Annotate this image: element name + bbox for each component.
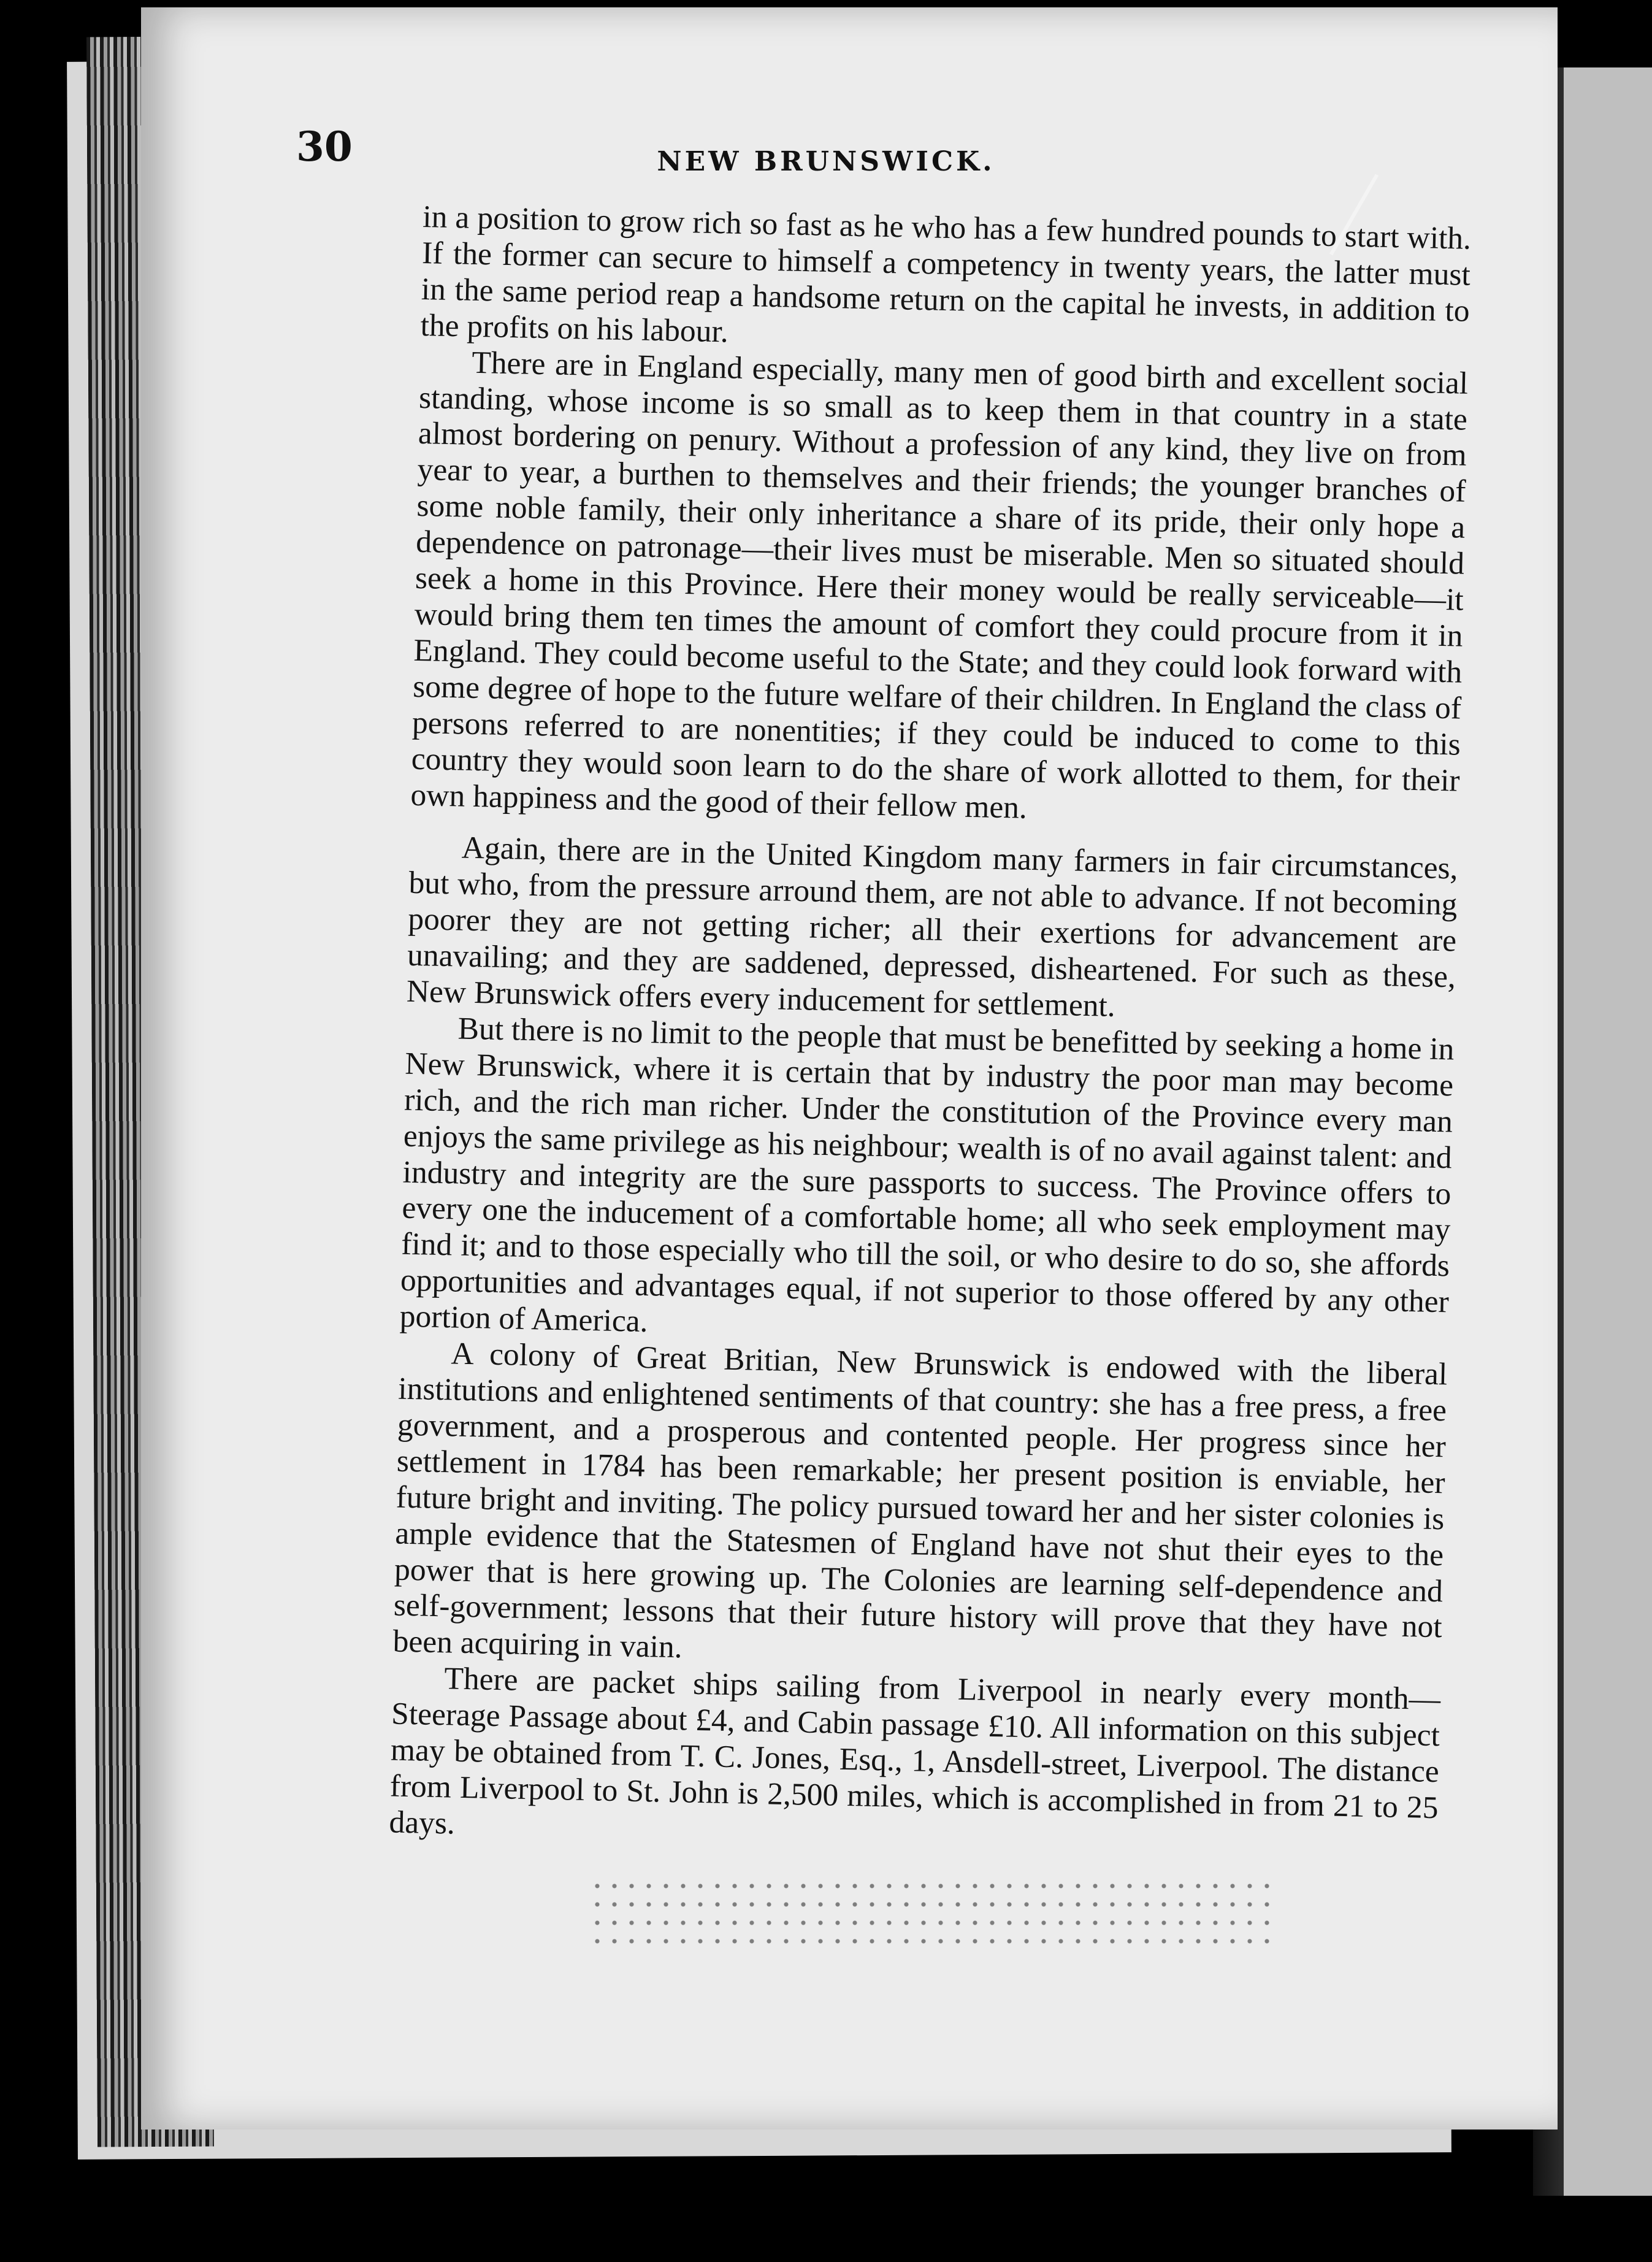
ink-bleed-dots	[589, 1877, 1275, 1950]
page-number: 30	[296, 123, 353, 171]
paragraph: A colony of Great Britian, New Brunswick is endowed with the liberal institutions and enlightened sentiments of that country: she has a free press, a free government, and a prosperous and contented people. Her progress since her settlement in 1784 has been remarkable; her present position is enviable, her future bright and inviting. The policy pursued toward her and her sister colonies is ample evidence that the Statesmen of England have not shut their eyes to the power that is here growing up. The Colonies are learning self-dependence and self-government; lessons that their future history will prove that they have not been acquiring in vain.	[392, 1336, 1448, 1665]
paragraph: There are packet ships sailing from Liverpool in nearly every month—Steerage Passage about £4, and Cabin passage £10. All information on this subject may be obtained from T. C. Jones, Esq., 1, Ansdell-street, Liverpool. The distance from Liverpool to St. John is 2,500 miles, which is accomplished in from 21 to 25 days.	[388, 1661, 1441, 1841]
running-head: NEW BRUNSWICK.	[657, 146, 995, 177]
paragraph: Again, there are in the United Kingdom many farmers in fair circumstances, but who, from the pressure arround them, are not able to advance. If not becoming poorer they are not getting richer; all their exertions for advancement are unavailing; and they are saddened, depressed, disheartened. For such as these, New Brunswick offers every inducement for settlement.	[406, 830, 1459, 1024]
facing-page-edge	[1564, 67, 1652, 2196]
paragraph: But there is no limit to the people that must be benefitted by seeking a home in New Brunswick, where it is certain that by industry the poor man may become rich, and the rich man richer. Under the constitution of the Province every man enjoys the same privilege as his neighbour; wealth is of no avail against talent: and industry and integrity are the sure passports to success. The Province offers to every one the inducement of a comfortable home; all who seek employment may find it; and to those especially who till the soil, or who desire to do so, she affords opportunities and advantages equal, if not superior to those offered by any other portion of America.	[399, 1011, 1455, 1340]
paragraph: in a position to grow rich so fast as he who has a few hundred pounds to start with. If the former can secure to himself a competency in twenty years, the latter must in the same period reap a handsome return on the capital he invests, in addition to the profits on his labour.	[420, 199, 1472, 350]
body-text	[389, 199, 1472, 1863]
paragraph: There are in England especially, many men of good birth and excellent social standing, whose income is so small as to keep them in that country in a state almost bordering on penury. Without a profession of any kind, they live on from year to year, a burthen to themselves and their friends; the younger branches of some noble family, their only inheritance a share of its pride, their only hope a dependence on patronage—their lives must be miserable. Men so situated should seek a home in this Province. Here their money would be really serviceable—it would bring them ten times the amount of comfort they could procure from it in England. They could become useful to the State; and they could look forward with some degree of hope to the future welfare of their children. In England the class of persons referred to are nonentities; if they could be induced to come to this country they would soon learn to do the share of work allotted to them, for their own happiness and the good of their fellow men.	[410, 345, 1469, 826]
